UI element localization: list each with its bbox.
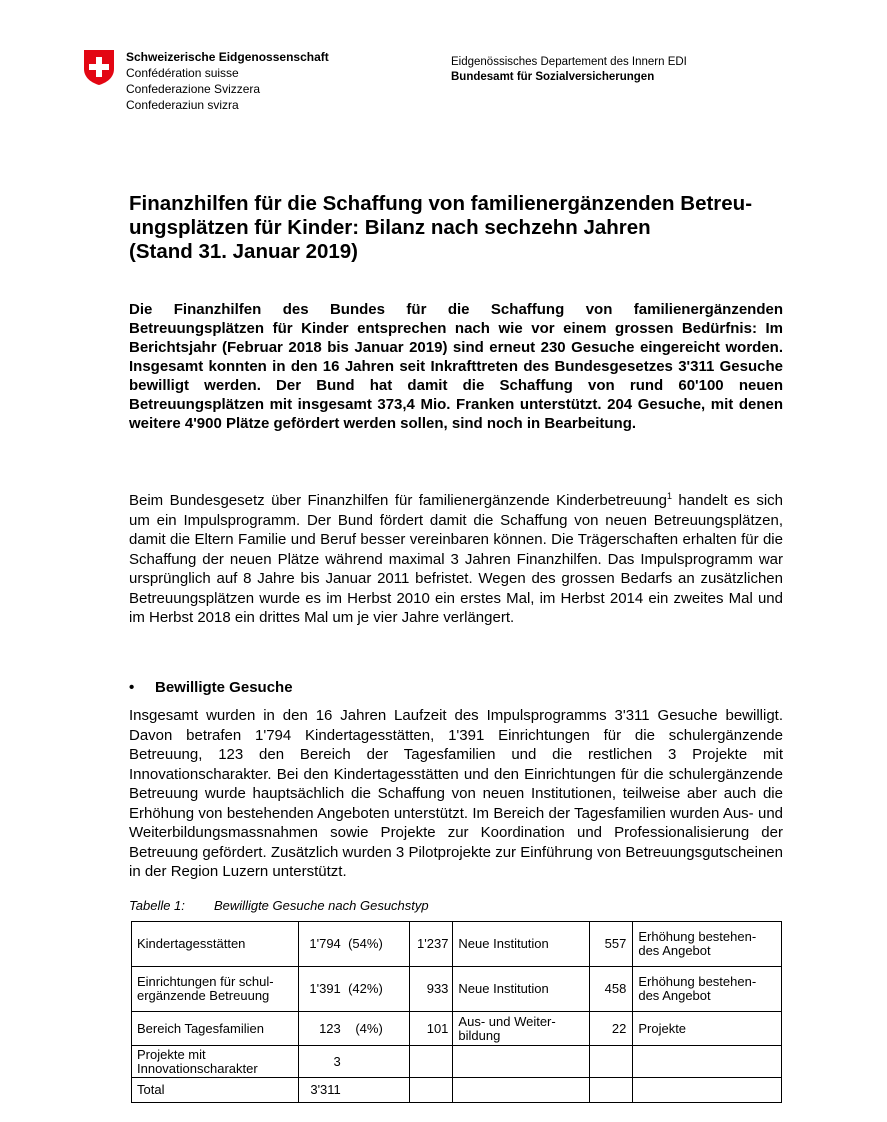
row-total-cell xyxy=(298,1046,409,1078)
confederation-names xyxy=(126,49,329,113)
row-count-2 xyxy=(409,1078,452,1103)
row-label: Total xyxy=(132,1078,299,1103)
footnote-marker: 1 xyxy=(667,491,673,501)
row-percent: (54%) xyxy=(348,936,383,951)
section-paragraph: Insgesamt wurden in den 16 Jahren Laufzeit des Impulsprogramms 3'311 Gesuche bewilligt. Davon betrafen 1'794 Kindertagesstätten, 1'391 Einrichtungen für die schulergänzende Betreuung, 123 den Bereich der Tagesfamilien und die restlichen 3 Projekte mit Innovationscharakter. Bei den Kindertagesstätten und den Einrichtungen für die schulergänzende Betreuung wurde hauptsächlich die Schaffung von neuen Institutionen, teilweise aber auch die Erhöhung von bestehenden Angeboten unterstützt. Im Bereich der Tagesfamilien wurden Aus- und Weiterbildungsmassnahmen sowie Projekte zur Koordination und Professionalisierung der Betreuung gefördert. Zusätzlich wurden 3 Pilotprojekte zur Einführung von Betreuungsgutscheinen in der Region Luzern unterstützt. xyxy=(129,707,783,880)
title-line: ungsplätzen für Kinder: Bilanz nach sechzehn Jahren xyxy=(129,216,651,239)
row-label-2 xyxy=(453,1046,589,1078)
table-row xyxy=(132,1012,782,1046)
table-caption-text: Bewilligte Gesuche nach Gesuchstyp xyxy=(214,898,429,913)
section-heading xyxy=(129,679,293,696)
intro-text-end: handelt es sich um ein Impulsprogramm. Der Bund fördert damit die Schaffung von neuen Betreuungsplätzen, damit die Eltern Familie und Beruf besser vereinbaren können. Die Trägerschaften erhalten für die Schaffung der neuen Plätze während maximal 3 Jahren Finanzhilfen. Das Impulsprogramm war ursprünglich auf 8 Jahre bis Januar 2011 befristet. Wegen des grossen Bedarfs an zusätzlichen Betreuungsplätzen wurde es im Herbst 2010 ein erstes Mal, im Herbst 2014 ein zweites Mal und im Herbst 2018 ein drittes Mal um je vier Jahre verlängert. xyxy=(129,492,783,626)
confederation-name-it: Confederazione Svizzera xyxy=(126,82,261,96)
row-label-2: Neue Institution xyxy=(453,967,589,1012)
row-label-3: Erhöhung bestehen-des Angebot xyxy=(633,967,782,1012)
table-row xyxy=(132,1078,782,1103)
row-label: Projekte mit Innovationscharakter xyxy=(132,1046,299,1078)
row-total: 3 xyxy=(333,1053,341,1069)
row-count-3: 22 xyxy=(589,1012,632,1046)
row-total: 1'794 xyxy=(309,936,341,951)
row-count-3: 557 xyxy=(589,922,632,967)
row-total-cell xyxy=(298,967,409,1012)
table-caption-number: Tabelle 1: xyxy=(129,898,185,913)
confederation-name-de: Schweizerische Eidgenossenschaft xyxy=(126,50,329,64)
row-label-3: Erhöhung bestehen-des Angebot xyxy=(633,922,782,967)
row-count-2: 1'237 xyxy=(409,922,452,967)
title-line: Finanzhilfen für die Schaffung von familienergänzenden Betreu- xyxy=(129,192,753,215)
table-row xyxy=(132,1046,782,1078)
intro-text-start: Beim Bundesgesetz über Finanzhilfen für familienergänzende Kinderbetreuung xyxy=(129,492,667,509)
intro-paragraph xyxy=(129,491,783,628)
lead-paragraph: Die Finanzhilfen des Bundes für die Schaffung von familienergänzenden Betreuungsplätzen für Kinder entsprechen nach wie vor einem grossen Bedürfnis: Im Berichtsjahr (Februar 2018 bis Januar 2019) sind erneut 230 Gesuche eingereicht worden. Insgesamt konnten in den 16 Jahren seit Inkrafttreten des Bundesgesetzes 3'311 Gesuche bewilligt werden. Der Bund hat damit die Schaffung von rund 60'100 neuen Betreuungsplätzen mit insgesamt 373,4 Mio. Franken unterstützt. 204 Gesuche, mit denen weitere 4'900 Plätze gefördert werden sollen, sind noch in Bearbeitung. xyxy=(129,301,783,432)
section-heading-text: Bewilligte Gesuche xyxy=(155,679,293,696)
row-count-3: 458 xyxy=(589,967,632,1012)
row-label: Kindertagesstätten xyxy=(132,922,299,967)
row-count-2 xyxy=(409,1046,452,1078)
row-label: Einrichtungen für schul-ergänzende Betreuung xyxy=(132,967,299,1012)
row-label-2: Neue Institution xyxy=(453,922,589,967)
row-label: Bereich Tagesfamilien xyxy=(132,1012,299,1046)
office-name: Bundesamt für Sozialversicherungen xyxy=(451,71,655,83)
applications-table xyxy=(131,921,782,1103)
row-label-3 xyxy=(633,1078,782,1103)
row-total: 3'311 xyxy=(310,1082,341,1097)
swiss-flag-icon xyxy=(82,49,116,86)
row-total-cell xyxy=(298,1012,409,1046)
row-total-cell xyxy=(298,1078,409,1103)
row-label-3: Projekte xyxy=(633,1012,782,1046)
row-percent: (42%) xyxy=(348,981,383,996)
row-total: 1'391 xyxy=(309,981,341,996)
table-row xyxy=(132,922,782,967)
document-title xyxy=(129,192,789,264)
table-row xyxy=(132,967,782,1012)
row-label-2 xyxy=(453,1078,589,1103)
row-count-3 xyxy=(589,1078,632,1103)
title-line: (Stand 31. Januar 2019) xyxy=(129,240,359,263)
row-total-cell xyxy=(298,922,409,967)
table-caption xyxy=(129,898,429,913)
confederation-name-fr: Confédération suisse xyxy=(126,66,239,80)
confederation-header xyxy=(82,49,329,113)
bullet-icon: • xyxy=(129,679,135,696)
row-count-2: 101 xyxy=(409,1012,452,1046)
row-percent: (4%) xyxy=(355,1020,383,1036)
department-name: Eidgenössisches Departement des Innern EDI xyxy=(451,56,687,68)
row-count-3 xyxy=(589,1046,632,1078)
row-label-2: Aus- und Weiter-bildung xyxy=(453,1012,589,1046)
row-total: 123 xyxy=(319,1020,341,1036)
row-label-3 xyxy=(633,1046,782,1078)
row-count-2: 933 xyxy=(409,967,452,1012)
department-header xyxy=(451,55,687,85)
confederation-name-rm: Confederaziun svizra xyxy=(126,98,239,112)
